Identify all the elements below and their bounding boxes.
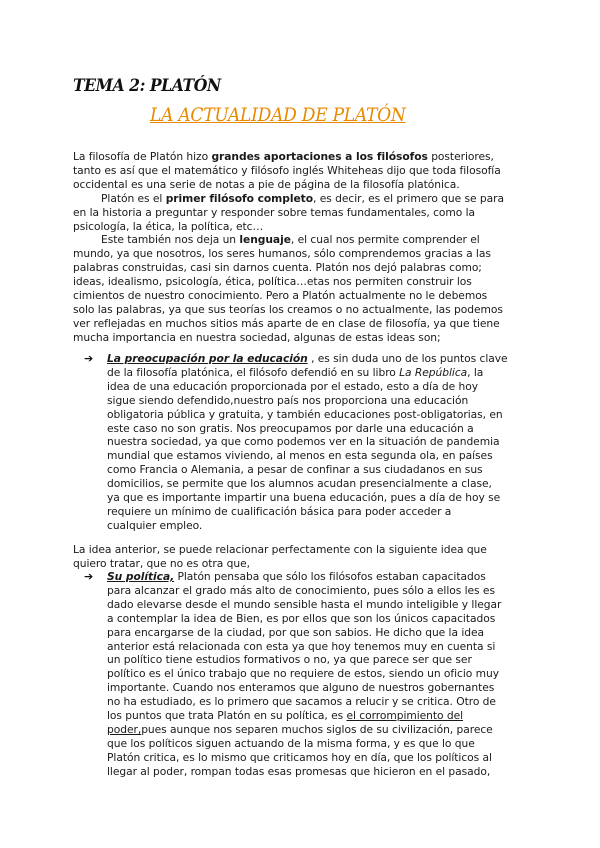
text-line: Este también nos deja un lenguaje, el cual nos permite comprender el (101, 233, 480, 247)
text-line: requiere un mínimo de cualificación básica para poder acceder a (107, 504, 452, 518)
text-line: occidental es una serie de notas a pie de página de la filosofía platónica. (73, 177, 460, 191)
text-line: de la filosofía platónica, el filósofo defendió en su libro La República, la (107, 365, 484, 379)
text-line: ya que es importante impartir una buena educación, pues a día de hoy se (107, 491, 501, 505)
text-line: Platón es el primer filósofo completo, es decir, es el primero que se para (101, 191, 504, 205)
text-line: a contemplar la idea de Bien, es por ellos que son los únicos capacitados (107, 611, 496, 625)
text-line: obligatoria pública y gratuita, y también educaciones post-obligatorias, en (107, 407, 503, 421)
document-heading: TEMA 2: PLATÓN (73, 76, 221, 96)
point-education (107, 352, 547, 533)
text-line: no ha estudiado, es lo primero que sacamos a relucir y se critica. Otro de (107, 695, 496, 709)
text-line: solo las palabras, ya que sus teorías los creamos o no actualmente, las podemos (73, 302, 503, 316)
text-line: en la historia a preguntar y responder sobre temas fundamentales, como la (73, 205, 476, 219)
intro-paragraph (73, 150, 541, 345)
point-politics (107, 570, 547, 779)
text-line: dado elevarse desde el mundo sensible hasta el mundo inteligible y llegar (107, 597, 502, 611)
text-line: mundo, ya que nosotros, los seres humanos, sólo comprendemos gracias a las (73, 247, 491, 261)
text-line: para alcanzar el grado más alto de conocimiento, pues sólo a ellos les es (107, 583, 495, 597)
point-education-lead: La preocupación por la educación (107, 352, 308, 365)
text-line: Platón critica, es lo mismo que criticamos hoy en día, que los políticos al (107, 750, 492, 764)
text-line: sigue siendo defendido,nuestro país nos proporciona una educación (107, 393, 469, 407)
text-line: político es el único trabajo que no requiere de estos, siendo un oficio muy (107, 667, 499, 681)
text-line: cimientos de nuestro conocimiento. Pero a Platón actualmente no le debemos (73, 289, 488, 303)
document-subtitle: LA ACTUALIDAD DE PLATÓN (150, 104, 406, 126)
text-line: cualquier empleo. (107, 518, 203, 532)
text-line: poder,pues aunque nos separen muchos siglos de su civilización, parece (107, 722, 493, 736)
text-line: tanto es así que el matemático y filósofo inglés Whiteheas dijo que toda filosofía (73, 163, 501, 177)
text-line: como Francia o Alemania, a pesar de confinar a sus ciudadanos en sus (107, 463, 483, 477)
text-line: importante. Cuando nos enteramos que alguno de nuestros gobernantes (107, 681, 495, 695)
text-line: mucha importancia en nuestra sociedad, algunas de estas ideas son; (73, 330, 441, 344)
text-line: idea de una educación proporcionada por el estado, esto a día de hoy (107, 379, 479, 393)
text-line: Su política, Platón pensaba que sólo los filósofos estaban capacitados (107, 570, 486, 583)
text-line: La preocupación por la educación , es sin duda uno de los puntos clave (107, 352, 508, 365)
text-line: palabras construidas, casi sin darnos cuenta. Platón nos dejó palabras como; (73, 261, 482, 275)
point-politics-lead: Su política, (107, 570, 175, 583)
text-line: domicilios, se permite que los alumnos acudan presencialmente a clase, (107, 477, 492, 491)
text-line: ver reflejadas en muchos sitios más aparte de en clase de filosofía, ya que tiene (73, 316, 500, 330)
text-line: psicología, la ética, la política, etc… (73, 219, 264, 233)
text-line: La idea anterior, se puede relacionar perfectamente con la siguiente idea que (73, 543, 487, 556)
text-line: nuestra sociedad, ya que como podemos ver en la situación de pandemia (107, 435, 500, 449)
text-line: que los políticos siguen actuando de la misma forma, y es que lo que (107, 736, 475, 750)
text-line: La filosofía de Platón hizo grandes aportaciones a los filósofos posteriores, (73, 150, 494, 163)
text-line: un político tiene estudios formativos o no, ya que parece ser que ser (107, 653, 472, 667)
arrow-bullet-icon: ➔ (84, 352, 94, 365)
transition-paragraph (73, 543, 541, 571)
text-line: anterior está relacionada con esta ya que hoy tenemos muy en cuenta si (107, 639, 496, 653)
arrow-bullet-icon: ➔ (84, 570, 94, 583)
text-line: los puntos que trata Platón en su política, es el corrompimiento del (107, 709, 464, 723)
text-line: llegar al poder, rompan todas esas promesas que hicieron en el pasado, (107, 764, 491, 778)
text-line: este caso no son gratis. Nos preocupamos por darle una educación a (107, 421, 474, 435)
text-line: ideas, idealismo, psicología, ética, política…etas nos permiten construir los (73, 275, 472, 289)
text-line: quiero tratar, que no es otra que, (73, 556, 250, 570)
text-line: para encargarse de la ciudad, por que son sabios. He dicho que la idea (107, 625, 484, 639)
text-line: mundial que estamos viviendo, al menos en esta segunda ola, en países (107, 449, 493, 463)
